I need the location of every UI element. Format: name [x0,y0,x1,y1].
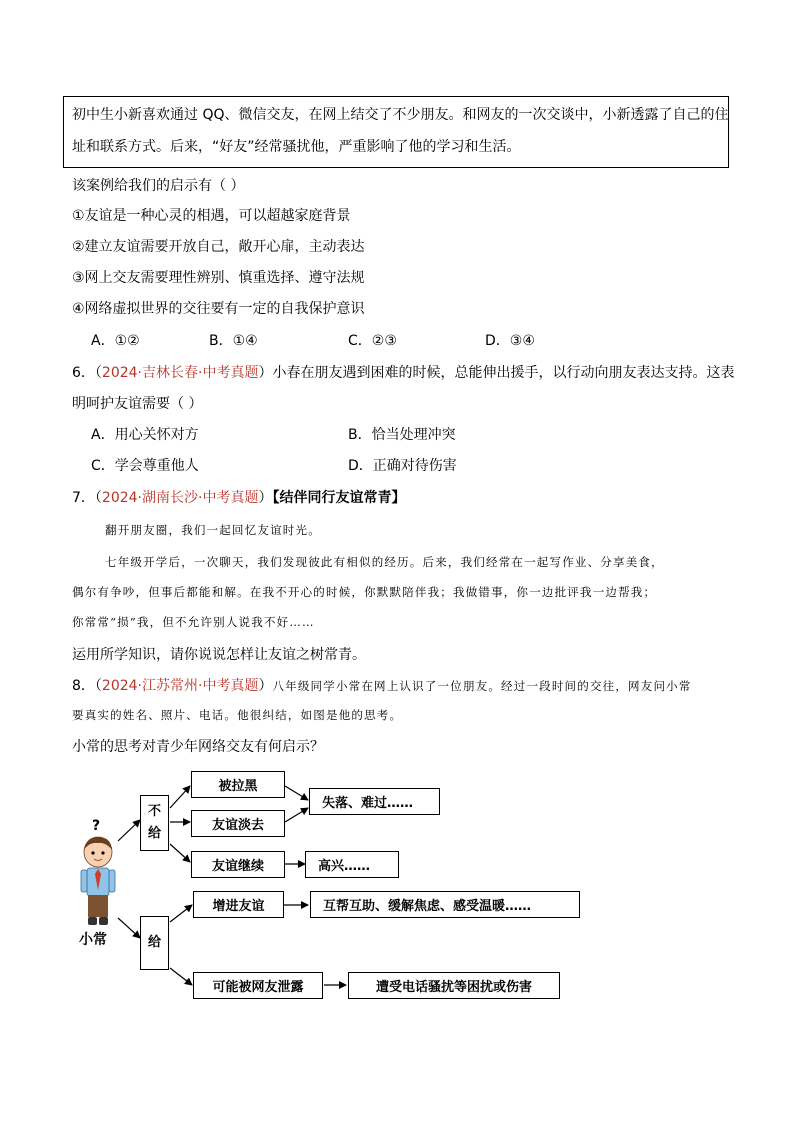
blocked-box: 被拉黑 [191,771,285,798]
q7-question: 运用所学知识，请你说说怎样让友谊之树常青。 [72,647,366,663]
case-text-line-1: 初中生小新喜欢通过 QQ、微信交友，在网上结交了不少朋友。和网友的一次交谈中，小新透露了自己的住 [72,107,729,123]
arrow-to-blocked [170,786,190,808]
enhance-box: 增进友谊 [193,891,284,918]
arrow-fade-to-lost [285,808,308,822]
q7-passage-p1: 翻开朋友圈，我们一起回忆友谊时光。 [105,523,321,537]
arrow-to-not-give [118,820,140,841]
q5-stem: 该案例给我们的启示有（ ） [72,178,245,194]
not-give-box [140,795,169,851]
q8-source: 2024·江苏常州·中考真题 [101,678,259,694]
q6-stem: 小春在朋友遇到困难的时候，总能伸出援手，以行动向朋友表达支持。这表 [272,365,735,381]
not-give-char-1: 不 [147,804,161,819]
q7-passage-p2c: 你常常“损”我，但不允许别人说我不好…… [72,615,315,629]
q7-number: 7．（ [72,490,102,506]
q5-statement-3: ③网上交友需要理性辨别、慎重选择、遵守法规 [72,270,365,286]
student-figure-icon [76,836,120,928]
mutual-box: 互帮互助、缓解焦虑、感受温暖…… [310,891,580,918]
not-give-char-2: 给 [147,826,161,841]
q5-option-b[interactable]: B．①④ [209,333,258,349]
fade-box: 友谊淡去 [191,810,285,837]
person-label: 小常 [79,932,107,948]
q8-stem: 八年级同学小常在网上认识了一位朋友。经过一段时间的交往，网友问小常 [272,679,692,693]
q7-passage-p2b: 偶尔有争吵，但事后都能和解。在我不开心的时候，你默默陪伴我；我做错事，你一边批评我一边帮我； [72,585,657,599]
q6-option-b[interactable]: B．恰当处理冲突 [348,427,456,443]
arrow-to-enhance [170,905,192,922]
q7-passage-p2a: 七年级开学后，一次聊天，我们发现彼此有相似的经历。后来，我们经常在一起写作业、分享美食， [105,555,664,569]
q7-title: 【结伴同行友谊常青】 [272,490,406,506]
q7-source: 2024·湖南长沙·中考真题 [101,490,259,506]
leak-box: 可能被网友泄露 [193,972,323,999]
q6-option-d[interactable]: D．正确对待伤害 [348,458,457,474]
q8-question: 小常的思考对青少年网络交友有何启示？ [72,739,324,755]
question-mark: ? [92,818,101,834]
lost-box: 失落、难过…… [309,788,440,815]
q8-stem-line-2: 要真实的姓名、照片、电话。他很纠结，如图是他的思考。 [72,708,403,722]
case-text-line-2: 址和联系方式。后来，“好友”经常骚扰他，严重影响了他的学习和生活。 [72,139,521,155]
give-box [140,916,169,970]
q8-close: ） [258,678,273,694]
q8-number: 8．（ [72,678,102,694]
q5-statement-4: ④网络虚拟世界的交往要有一定的自我保护意识 [72,301,365,317]
q6-option-c[interactable]: C．学会尊重他人 [91,458,199,474]
arrow-blocked-to-lost [285,786,308,800]
harass-box: 遭受电话骚扰等困扰或伤害 [348,972,560,999]
continue-box: 友谊继续 [191,851,285,878]
q6-source: 2024·吉林长春·中考真题 [101,365,259,381]
q5-option-d[interactable]: D．③④ [485,333,535,349]
q7-close: ） [258,490,273,506]
arrow-to-give [118,918,140,938]
q6-number: 6．（ [72,365,102,381]
arrow-to-leak [170,968,192,985]
q6-stem-line-2: 明呵护友谊需要（ ） [72,396,203,412]
arrow-to-continue [170,844,190,862]
q6-close: ） [258,365,273,381]
q5-statement-1: ①友谊是一种心灵的相遇，可以超越家庭背景 [72,208,351,224]
give-char: 给 [147,935,161,950]
q5-statement-2: ②建立友谊需要开放自己，敞开心扉，主动表达 [72,239,365,255]
q5-option-a[interactable]: A．①② [91,333,140,349]
happy-box: 高兴…… [305,851,399,878]
q6-option-a[interactable]: A．用心关怀对方 [91,427,199,443]
q5-option-c[interactable]: C．②③ [348,333,397,349]
